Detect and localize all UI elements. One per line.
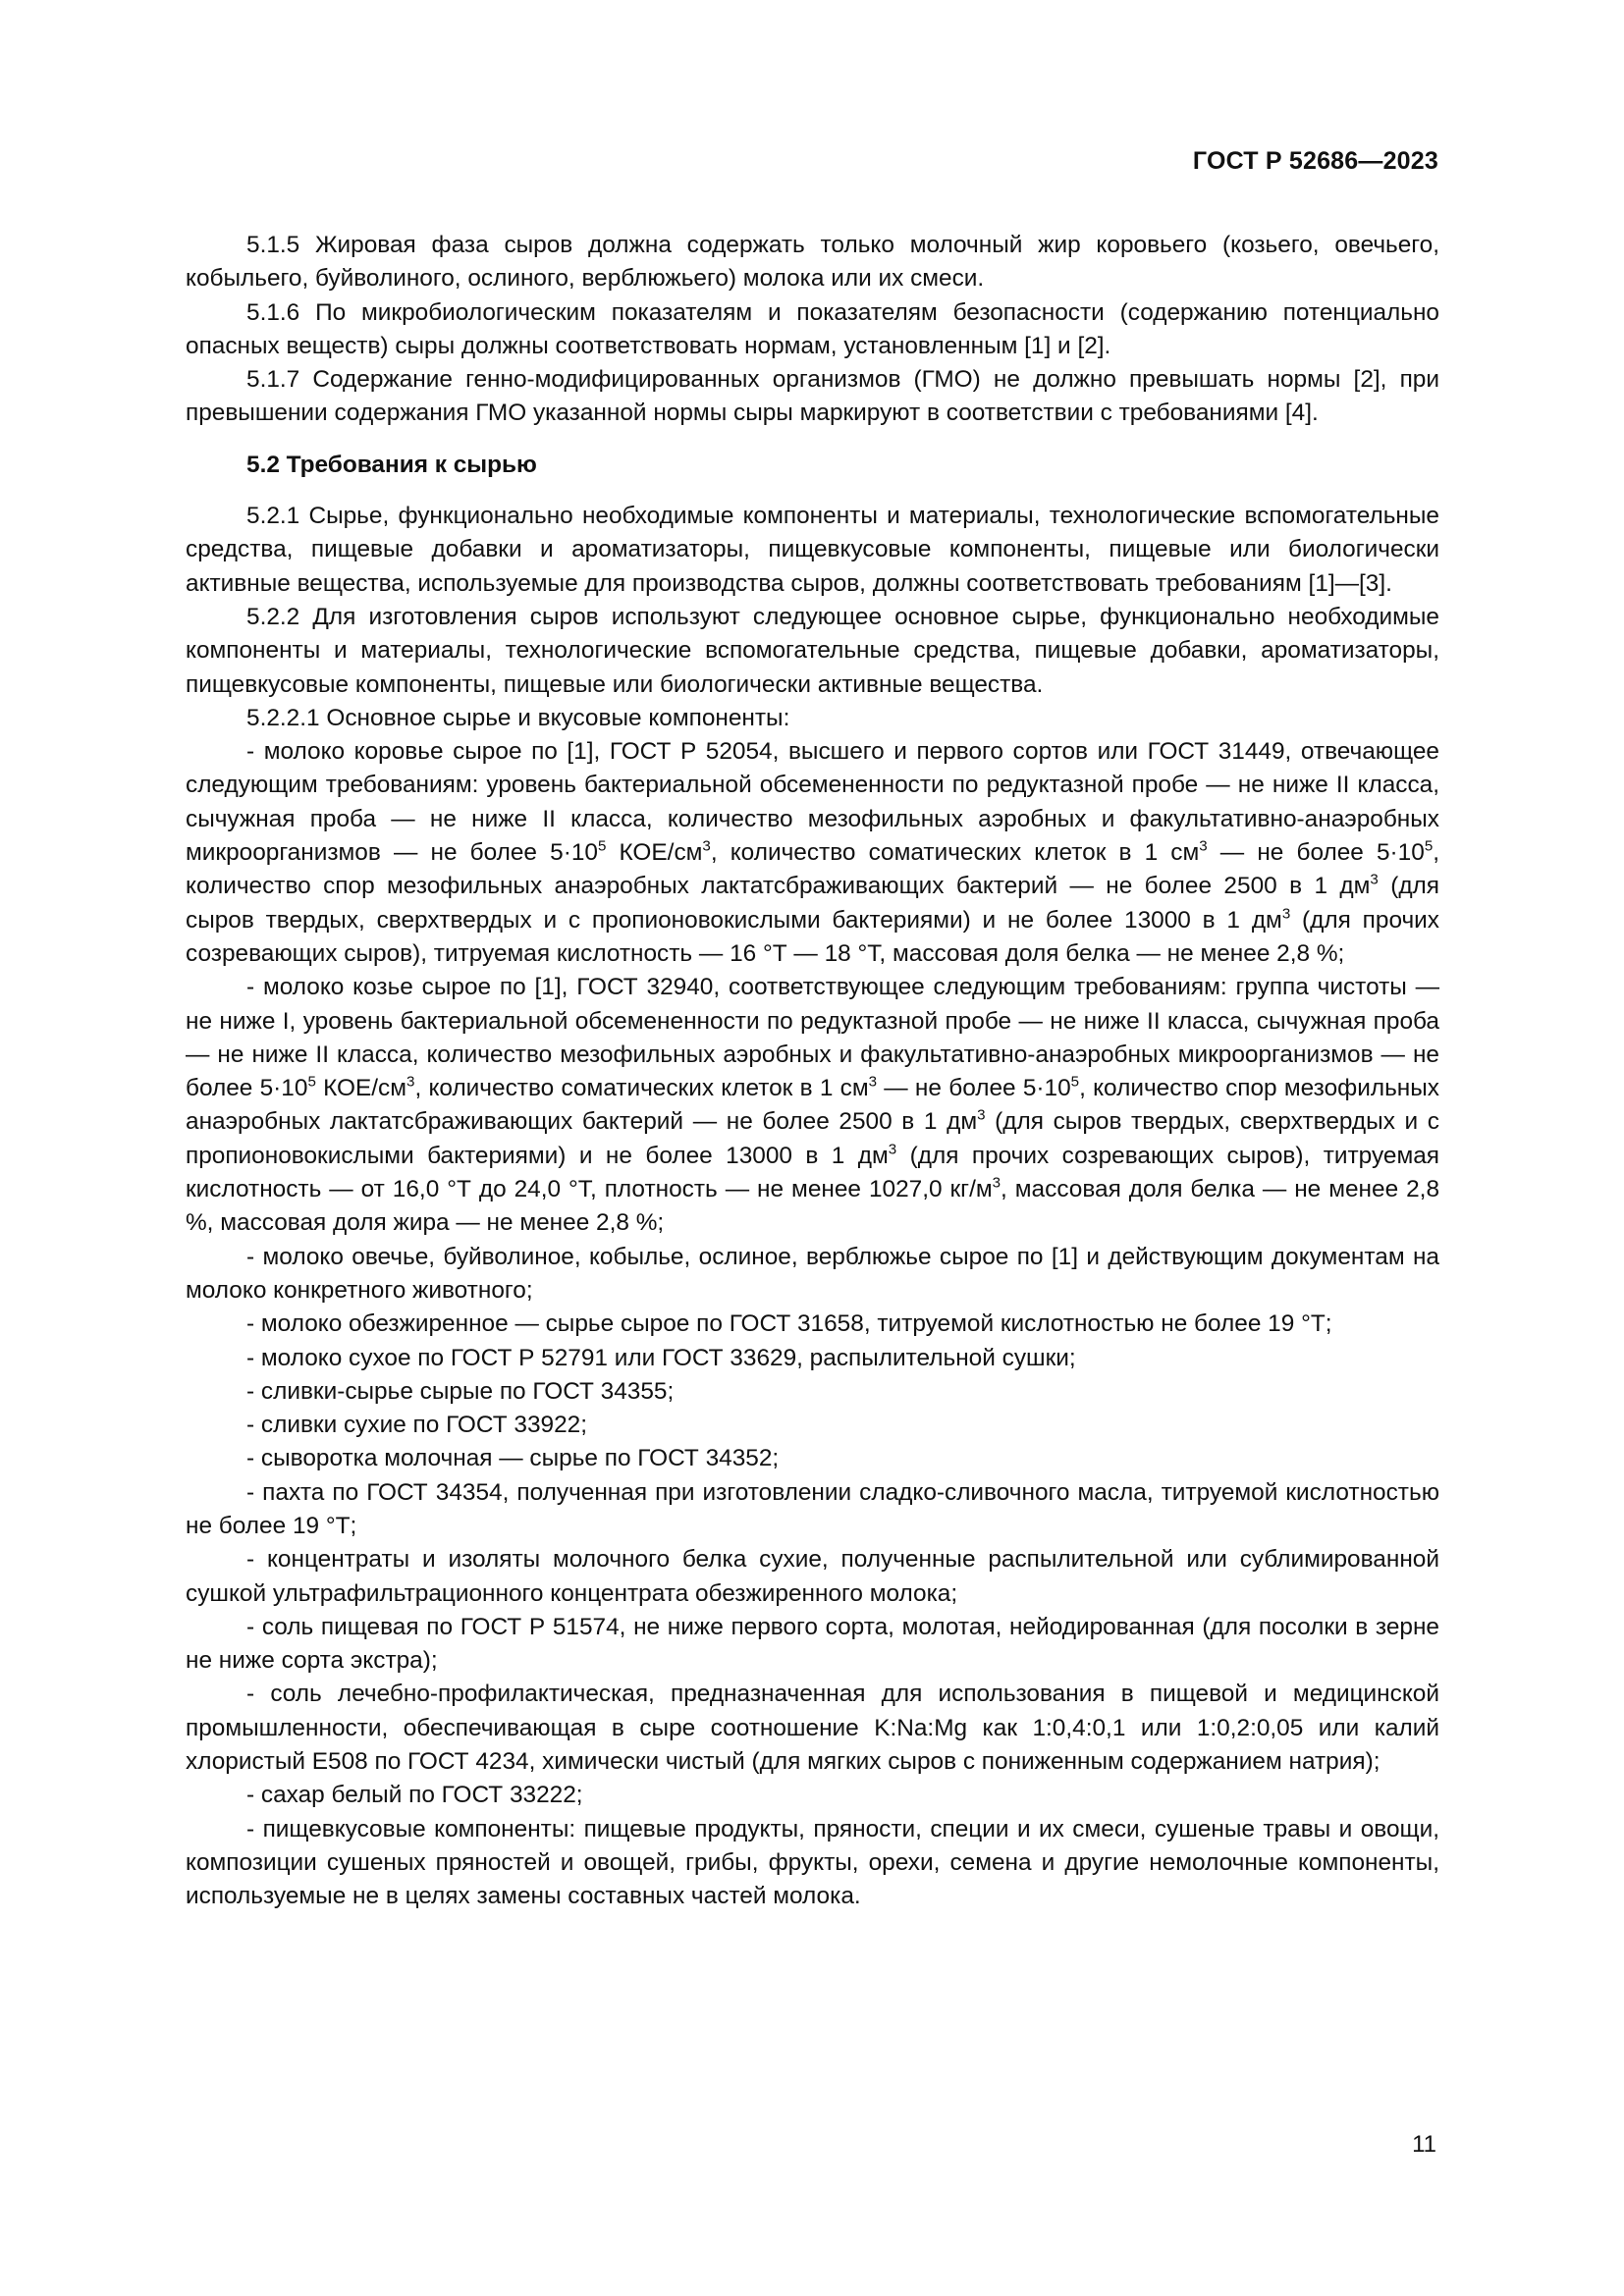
- list-dash: -: [246, 974, 255, 1001]
- list-dash: -: [246, 1546, 255, 1574]
- list-item: - соль пищевая по ГОСТ Р 51574, не ниже первого сорта, молотая, нейодированная (для посолки в зерне не ниже сорта экстра);: [186, 1613, 1440, 1675]
- list-dash: -: [246, 1445, 255, 1472]
- list-item: - сливки сухие по ГОСТ 33922;: [246, 1412, 587, 1439]
- paragraph-5-1-6: 5.1.6 По микробиологическим показателям и показателям безопасности (содержанию потенциально опасных веществ) сыры должны соответствовать нормам, установленным [1] и [2].: [186, 298, 1439, 359]
- list-item: - молоко обезжиренное — сырье сырое по ГОСТ 31658, титруемой кислотностью не более 19 °Т;: [246, 1310, 1332, 1338]
- paragraph-5-2-1: 5.2.1 Сырье, функционально необходимые компоненты и материалы, технологические вспомогательные средства, пищевые добавки и ароматизаторы, пищевкусовые компоненты, пищевые или биологически активные вещества, используемые для производства сыров, должны соответствовать требованиям [1]—[3].: [186, 503, 1439, 597]
- list-dash: -: [246, 1815, 255, 1842]
- list-item-goat-milk: - молоко козье сырое по [1], ГОСТ 32940, соответствующее следующим требованиям: группа чистоты — не ниже I, уровень бактериальной обсемененности по редуктазной пробе — не ниже II класса, сычужная проба — не ниже II класса, количество мезофильных аэробных и факультативно-анаэробных микроорганизмов — не более $5\cdot 10^5$ КОЕ/$см^3$, количество соматических клеток в 1 $см^3$ — не более $5\cdot 10^5$, количество спор мезофильных анаэробных лактатсбраживающих бактерий — не более 2500 в 1 $дм^3$ (для сыров твердых, сверхтвердых и с пропионовокислыми бактериями) и не более 13000 в 1 $дм^3$ (для прочих созревающих сыров), титруемая кислотность — от 16,0 °Т до 24,0 °Т, плотность — не менее 1027,0 $кг/м^3$, массовая доля белка — не менее 2,8 %, массовая доля жира — не менее 2,8 %;: [186, 974, 1440, 1237]
- list-item: - соль лечебно-профилактическая, предназначенная для использования в пищевой и медицинской промышленности, обеспечивающая в сыре соотношение K:Na:Mg как 1:0,4:0,1 или 1:0,2:0,05 или калий хлористый Е508 по ГОСТ 4234, химически чистый (для мягких сыров с пониженным содержанием натрия);: [186, 1681, 1439, 1776]
- list-dash: -: [246, 1782, 255, 1809]
- list-item-cow-milk: - молоко коровье сырое по [1], ГОСТ Р 52054, высшего и первого сортов или ГОСТ 31449, отвечающее следующим требованиям: уровень бактериальной обсемененности по редуктазной пробе — не ниже II класса, сычужная проба — не ниже II класса, количество мезофильных аэробных и факультативно-анаэробных микроорганизмов — не более $5\cdot 10^5$ КОЕ/$см^3$, количество соматических клеток в 1 $см^3$ — не более $5\cdot 10^5$, количество спор мезофильных анаэробных лактатсбраживающих бактерий — не более 2500 в 1 $дм^3$ (для сыров твердых, сверхтвердых и с пропионовокислыми бактериями) и не более 13000 в 1 $дм^3$ (для прочих созревающих сыров), титруемая кислотность — 16 °Т — 18 °Т, массовая доля белка — не менее 2,8 %;: [186, 738, 1439, 967]
- page-number: 11: [1412, 2131, 1436, 2158]
- list-dash: -: [246, 1478, 255, 1506]
- paragraph-5-1-5: 5.1.5 Жировая фаза сыров должна содержать только молочный жир коровьего (козьего, овечьего, кобыльего, буйволиного, ослиного, верблюжьего) молока или их смеси.: [186, 232, 1439, 293]
- section-heading-5-2: 5.2 Требования к сырью: [246, 451, 537, 478]
- list-dash: -: [246, 1412, 255, 1439]
- paragraph-5-2-2-1: 5.2.2.1 Основное сырье и вкусовые компоненты:: [246, 704, 790, 731]
- list-dash: -: [246, 738, 255, 766]
- list-dash: -: [246, 1310, 255, 1338]
- paragraph-5-1-7: 5.1.7 Содержание генно-модифицированных организмов (ГМО) не должно превышать нормы [2], при превышении содержания ГМО указанной нормы сыры маркируют в соответствии с требованиями [4].: [186, 366, 1439, 427]
- list-item: - сыворотка молочная — сырье по ГОСТ 34352;: [246, 1445, 780, 1472]
- list-dash: -: [246, 1377, 255, 1405]
- list-item: - молоко овечье, буйволиное, кобылье, ослиное, верблюжье сырое по [1] и действующим документам на молоко конкретного животного;: [186, 1243, 1440, 1304]
- list-item: - концентраты и изоляты молочного белка сухие, полученные распылительной или сублимированной сушкой ультрафильтрационного концентрата обезжиренного молока;: [186, 1546, 1439, 1607]
- list-dash: -: [246, 1681, 255, 1708]
- document-body: [186, 229, 1439, 1914]
- list-item: - пахта по ГОСТ 34354, полученная при изготовлении сладко-сливочного масла, титруемой кислотностью не более 19 °Т;: [186, 1478, 1439, 1539]
- list-dash: -: [246, 1243, 255, 1270]
- paragraph-5-2-2: 5.2.2 Для изготовления сыров используют следующее основное сырье, функционально необходимые компоненты и материалы, технологические вспомогательные средства, пищевые добавки, ароматизаторы, пищевкусовые компоненты, пищевые или биологически активные вещества.: [186, 603, 1439, 698]
- list-dash: -: [246, 1344, 255, 1371]
- list-item: - пищевкусовые компоненты: пищевые продукты, пряности, специи и их смеси, сушеные травы и овощи, композиции сушеных пряностей и овощей, грибы, фрукты, орехи, семена и другие немолочные компоненты, используемые не в целях замены составных частей молока.: [186, 1815, 1439, 1910]
- list-item: - сахар белый по ГОСТ 33222;: [246, 1782, 583, 1809]
- document-id-header: ГОСТ Р 52686—2023: [1192, 147, 1438, 175]
- list-item: - сливки-сырье сырые по ГОСТ 34355;: [246, 1377, 675, 1405]
- list-item: - молоко сухое по ГОСТ Р 52791 или ГОСТ 33629, распылительной сушки;: [246, 1344, 1076, 1371]
- list-dash: -: [246, 1613, 255, 1640]
